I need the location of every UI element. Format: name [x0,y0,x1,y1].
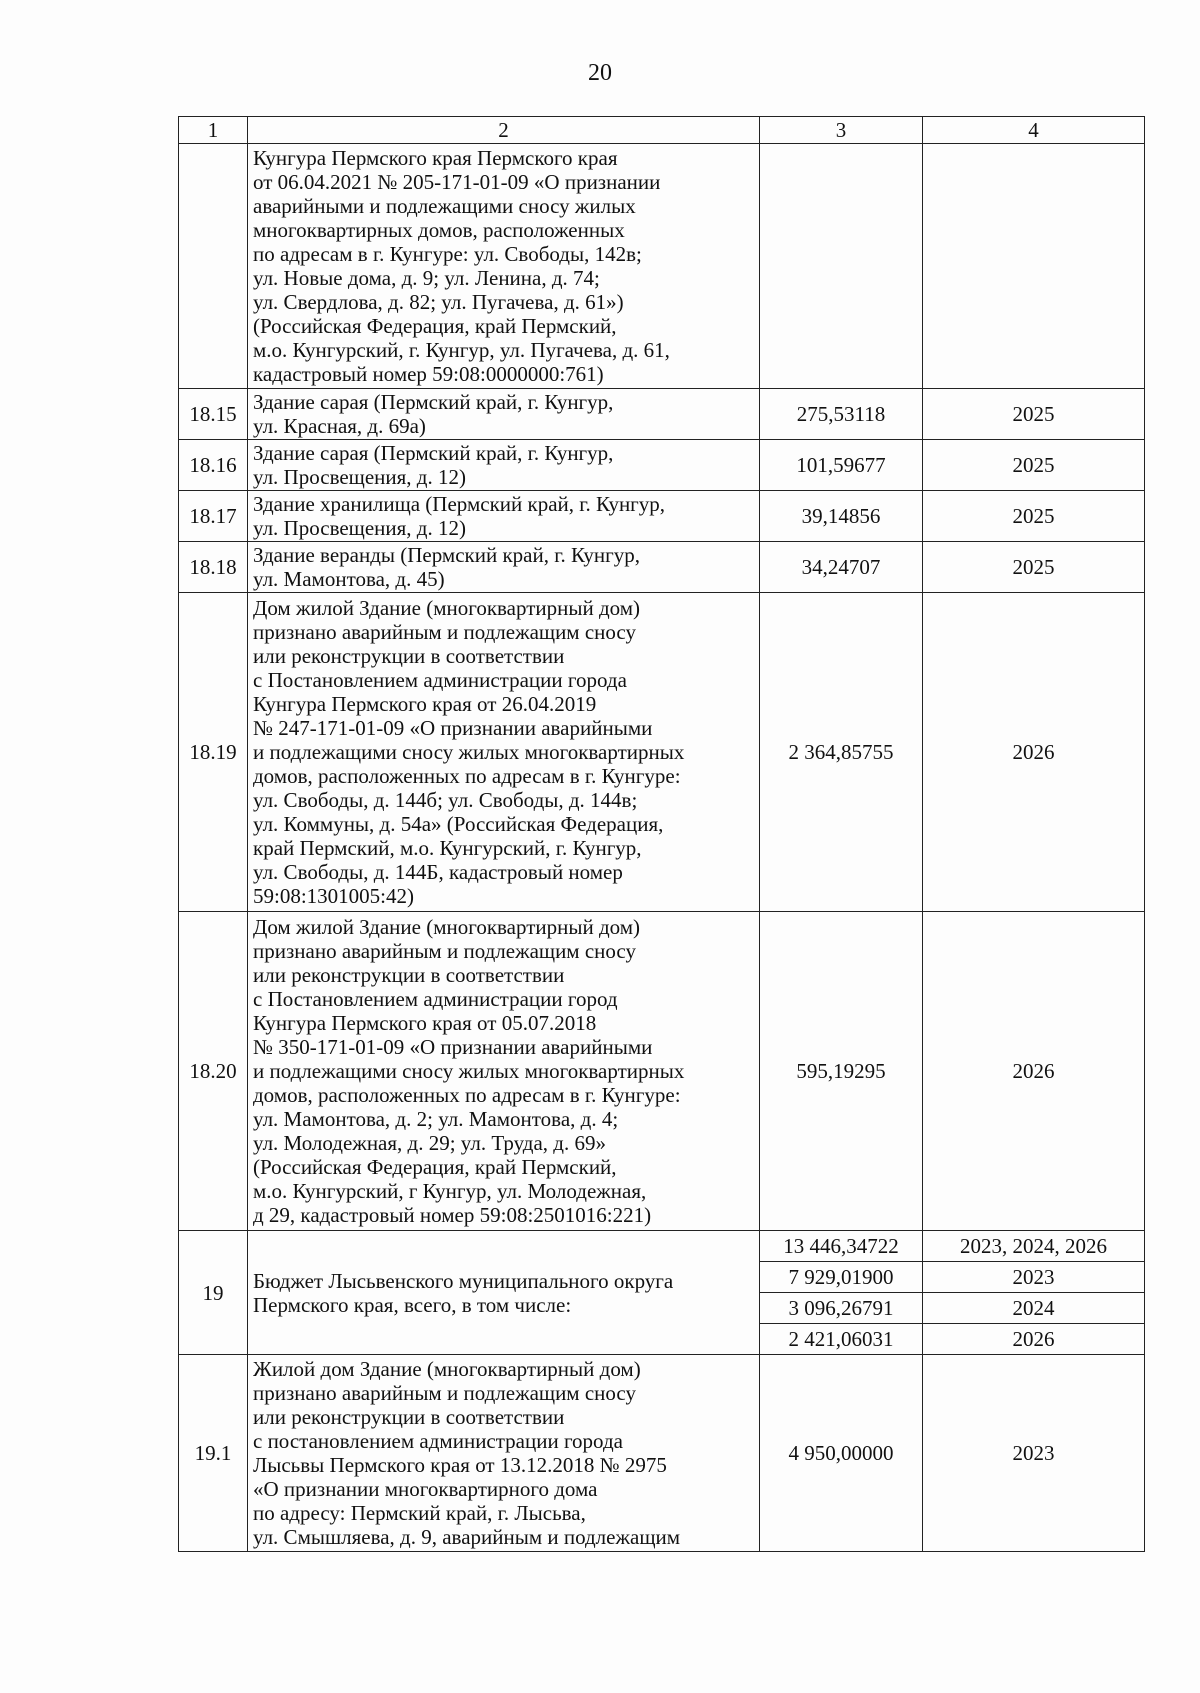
text-line: ул. Молодежная, д. 29; ул. Труда, д. 69» [253,1131,606,1155]
table-row [179,912,1145,1231]
row-amount: 34,24707 [760,542,923,593]
header-col-4: 4 [923,117,1145,144]
budget-amount: 7 929,01900 [760,1262,923,1293]
text-line: м.о. Кунгурский, г. Кунгур, ул. Пугачева, д. 61, [253,338,670,362]
text-line: кадастровый номер 59:08:0000000:761) [253,362,604,386]
text-line: от 06.04.2021 № 205-171-01-09 «О признании [253,170,661,194]
budget-year: 2023 [923,1262,1145,1293]
page-number: 20 [588,60,612,86]
text-line: Пермского края, всего, в том числе: [253,1292,572,1317]
row-year: 2026 [923,912,1145,1231]
text-line: 59:08:1301005:42) [253,884,414,908]
text-line: «О признании многоквартирного дома [253,1477,598,1501]
text-line: признано аварийным и подлежащим сносу [253,620,636,644]
row-amount: 275,53118 [760,389,923,440]
header-col-2: 2 [248,117,760,144]
budget-amount: 2 421,06031 [760,1324,923,1355]
text-line: и подлежащими сносу жилых многоквартирных [253,1059,685,1083]
text-line: № 350-171-01-09 «О признании аварийными [253,1035,653,1059]
text-line: м.о. Кунгурский, г Кунгур, ул. Молодежная, [253,1179,647,1203]
text-line: (Российская Федерация, край Пермский, [253,314,617,338]
text-line: по адресу: Пермский край, г. Лысьва, [253,1501,586,1525]
text-line: ул. Свободы, д. 144Б, кадастровый номер [253,860,623,884]
row-year: 2025 [923,440,1145,491]
budget-row [179,1231,1145,1262]
row-year: 2023 [923,1355,1145,1552]
text-line: (Российская Федерация, край Пермский, [253,1155,617,1179]
row-amount: 101,59677 [760,440,923,491]
text-line: Кунгура Пермского края от 26.04.2019 [253,692,597,716]
text-line: ул. Свердлова, д. 82; ул. Пугачева, д. 61») [253,290,624,314]
header-col-3: 3 [760,117,923,144]
table-row [179,1355,1145,1552]
text-line: домов, расположенных по адресам в г. Кунгуре: [253,1083,681,1107]
table-row [179,440,1145,491]
text-line: домов, расположенных по адресам в г. Кунгуре: [253,764,681,788]
row-amount: 39,14856 [760,491,923,542]
row-description [248,491,760,542]
continuation-amount-cell [760,144,923,389]
text-line: Бюджет Лысьвенского муниципального округа [253,1268,674,1293]
text-line: ул. Просвещения, д. 12) [253,465,466,489]
row-number: 19 [179,1231,248,1355]
row-number: 18.20 [179,912,248,1231]
budget-amount: 13 446,34722 [760,1231,923,1262]
continuation-text-cell [248,144,760,389]
text-line: Жилой дом Здание (многоквартирный дом) [253,1357,641,1381]
row-description [248,542,760,593]
header-col-1: 1 [179,117,248,144]
text-line: с Постановлением администрации город [253,987,618,1011]
text-line: Здание хранилища (Пермский край, г. Кунгур, [253,492,666,516]
text-line: ул. Свободы, д. 144б; ул. Свободы, д. 144в; [253,788,638,812]
row-amount: 4 950,00000 [760,1355,923,1552]
table-row [179,389,1145,440]
text-line: Здание сарая (Пермский край, г. Кунгур, [253,441,614,465]
table-row [179,542,1145,593]
row-description [248,440,760,491]
text-line: д 29, кадастровый номер 59:08:2501016:221) [253,1203,652,1227]
text-line: с Постановлением администрации города [253,668,627,692]
text-line: ул. Коммуны, д. 54а» (Российская Федерация, [253,812,664,836]
text-line: ул. Красная, д. 69а) [253,414,426,438]
text-line: Кунгура Пермского края от 05.07.2018 [253,1011,597,1035]
text-line: край Пермский, м.о. Кунгурский, г. Кунгур, [253,836,642,860]
text-line: многоквартирных домов, расположенных [253,218,625,242]
budget-description [248,1231,760,1355]
budget-year: 2023, 2024, 2026 [923,1231,1145,1262]
budget-year: 2024 [923,1293,1145,1324]
table-row [179,491,1145,542]
document-table [178,116,1145,1552]
budget-amount: 3 096,26791 [760,1293,923,1324]
row-number: 18.17 [179,491,248,542]
text-line: ул. Мамонтова, д. 45) [253,567,445,591]
row-description [248,1355,760,1552]
text-line: или реконструкции в соответствии [253,1405,565,1429]
row-number: 18.19 [179,593,248,912]
continuation-row [179,144,1145,389]
text-line: с постановлением администрации города [253,1429,623,1453]
text-line: ул. Просвещения, д. 12) [253,516,466,540]
text-line: № 247-171-01-09 «О признании аварийными [253,716,653,740]
row-description [248,912,760,1231]
text-line: Дом жилой Здание (многоквартирный дом) [253,915,641,939]
text-line: ул. Новые дома, д. 9; ул. Ленина, д. 74; [253,266,600,290]
text-line: или реконструкции в соответствии [253,963,565,987]
row-year: 2025 [923,389,1145,440]
row-year: 2025 [923,491,1145,542]
row-number: 18.16 [179,440,248,491]
row-description [248,593,760,912]
row-amount: 2 364,85755 [760,593,923,912]
text-line: ул. Мамонтова, д. 2; ул. Мамонтова, д. 4; [253,1107,619,1131]
row-year: 2025 [923,542,1145,593]
row-amount: 595,19295 [760,912,923,1231]
text-line: ул. Смышляева, д. 9, аварийным и подлежащим [253,1525,681,1549]
text-line: Кунгура Пермского края Пермского края [253,146,618,170]
continuation-num-cell [179,144,248,389]
row-year: 2026 [923,593,1145,912]
text-line: по адресам в г. Кунгуре: ул. Свободы, 142в; [253,242,642,266]
row-number: 19.1 [179,1355,248,1552]
budget-year: 2026 [923,1324,1145,1355]
continuation-year-cell [923,144,1145,389]
row-description [248,389,760,440]
header-row [179,117,1145,144]
text-line: и подлежащими сносу жилых многоквартирных [253,740,685,764]
text-line: Лысьвы Пермского края от 13.12.2018 № 2975 [253,1453,667,1477]
text-line: Здание сарая (Пермский край, г. Кунгур, [253,390,614,414]
text-line: признано аварийным и подлежащим сносу [253,939,636,963]
row-number: 18.15 [179,389,248,440]
text-line: или реконструкции в соответствии [253,644,565,668]
table-row [179,593,1145,912]
row-number: 18.18 [179,542,248,593]
text-line: аварийными и подлежащими сносу жилых [253,194,636,218]
text-line: признано аварийным и подлежащим сносу [253,1381,636,1405]
text-line: Дом жилой Здание (многоквартирный дом) [253,596,641,620]
text-line: Здание веранды (Пермский край, г. Кунгур, [253,543,641,567]
